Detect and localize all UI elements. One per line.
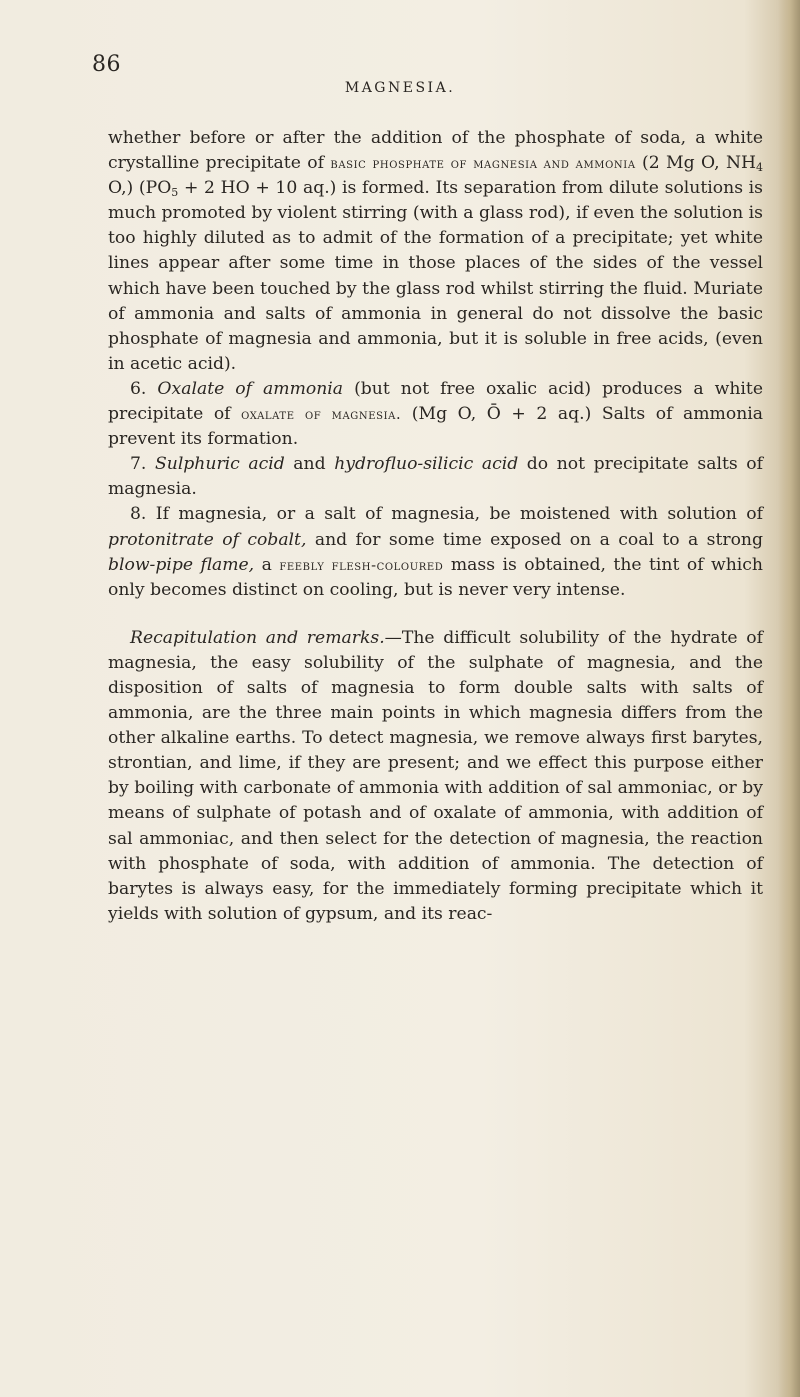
italic-reagent: blow-pipe flame, (108, 554, 255, 575)
running-head: MAGNESIA. (344, 80, 456, 96)
paragraph-7-sulphuric: 7. Sulphuric acid and hydrofluo-silicic acid do not precipitate salts of magnesia. (108, 454, 763, 500)
italic-reagent: hydrofluo-silicic acid (334, 454, 519, 475)
paragraph-recapitulation: Recapitulation and remarks.—The difficult solubility of the hydrate of magnesia, the easy solubility of the sulphate of magnesia, and the disposition of salts of magnesia to form double salts with salts of ammonia, are the three main points in which magnesia differs from the other alkaline earths. To detect magnesia, we remove always first barytes, strontian, and lime, if they are present; and we effect this purpose either by boiling with carbonate of ammonia with addition of sal ammoniac, or by means of sulphate of potash and of oxalate of ammonia, with addition of sal ammoniac, and then select for the detection of magnesia, the reaction with phosphate of soda, with addition of ammonia. The detection of barytes is always easy, for the immediately forming precipitate which it yields with solution of gypsum, and its reac- (108, 627, 764, 924)
small-caps-term: oxalate of magnesia. (241, 406, 402, 424)
paragraph-8-cobalt: 8. If magnesia, or a salt of magnesia, be moistened with solution of protonitrate of cobalt, and for some time exposed on a coal to a strong blow-pipe flame, a feebly flesh-coloured mass is obtained, the tint of which only becomes distinct on cooling, but is never very intense. (108, 504, 764, 600)
small-caps-term: feebly flesh-coloured (279, 556, 444, 574)
italic-heading: Recapitulation and remarks. (130, 627, 385, 648)
page-edge-shadow (778, 0, 800, 1397)
subscript: 5 (171, 186, 179, 200)
italic-reagent: Sulphuric acid (154, 454, 285, 475)
paragraph-phosphate-continuation: whether before or after the addition of the phosphate of soda, a white crystalline precipitate of basic phosphate of magnesia and ammonia (2 Mg O, $NH_4$ O,) ($PO_5 + 2$ HO + 10 aq.) is formed. Its separation from dilute solutions is much promoted by violent stirring (with a glass rod), if even the solution is too highly diluted as to admit of the formation of a precipitate; yet white lines appear after some time in those places of the sides of the vessel which have been touched by the glass rod whilst stirring the fluid. Muriate of ammonia and salts of ammonia in general do not dissolve the basic phosphate of magnesia and ammonia, but it is soluble in free acids, (even in acetic acid). (108, 128, 764, 374)
italic-reagent: Oxalate of ammonia (157, 378, 344, 399)
body-text (108, 126, 763, 927)
small-caps-term: basic phosphate of magnesia and ammonia (330, 155, 636, 173)
paragraph-6-oxalate: 6. Oxalate of ammonia (but not free oxalic acid) produces a white precipitate of oxalate of magnesia. (Mg O, Ō + 2 aq.) Salts of ammonia prevent its formation. (108, 378, 764, 450)
italic-reagent: protonitrate of cobalt, (108, 529, 307, 550)
subscript: 4 (756, 161, 764, 175)
page-number: 86 (92, 52, 121, 77)
